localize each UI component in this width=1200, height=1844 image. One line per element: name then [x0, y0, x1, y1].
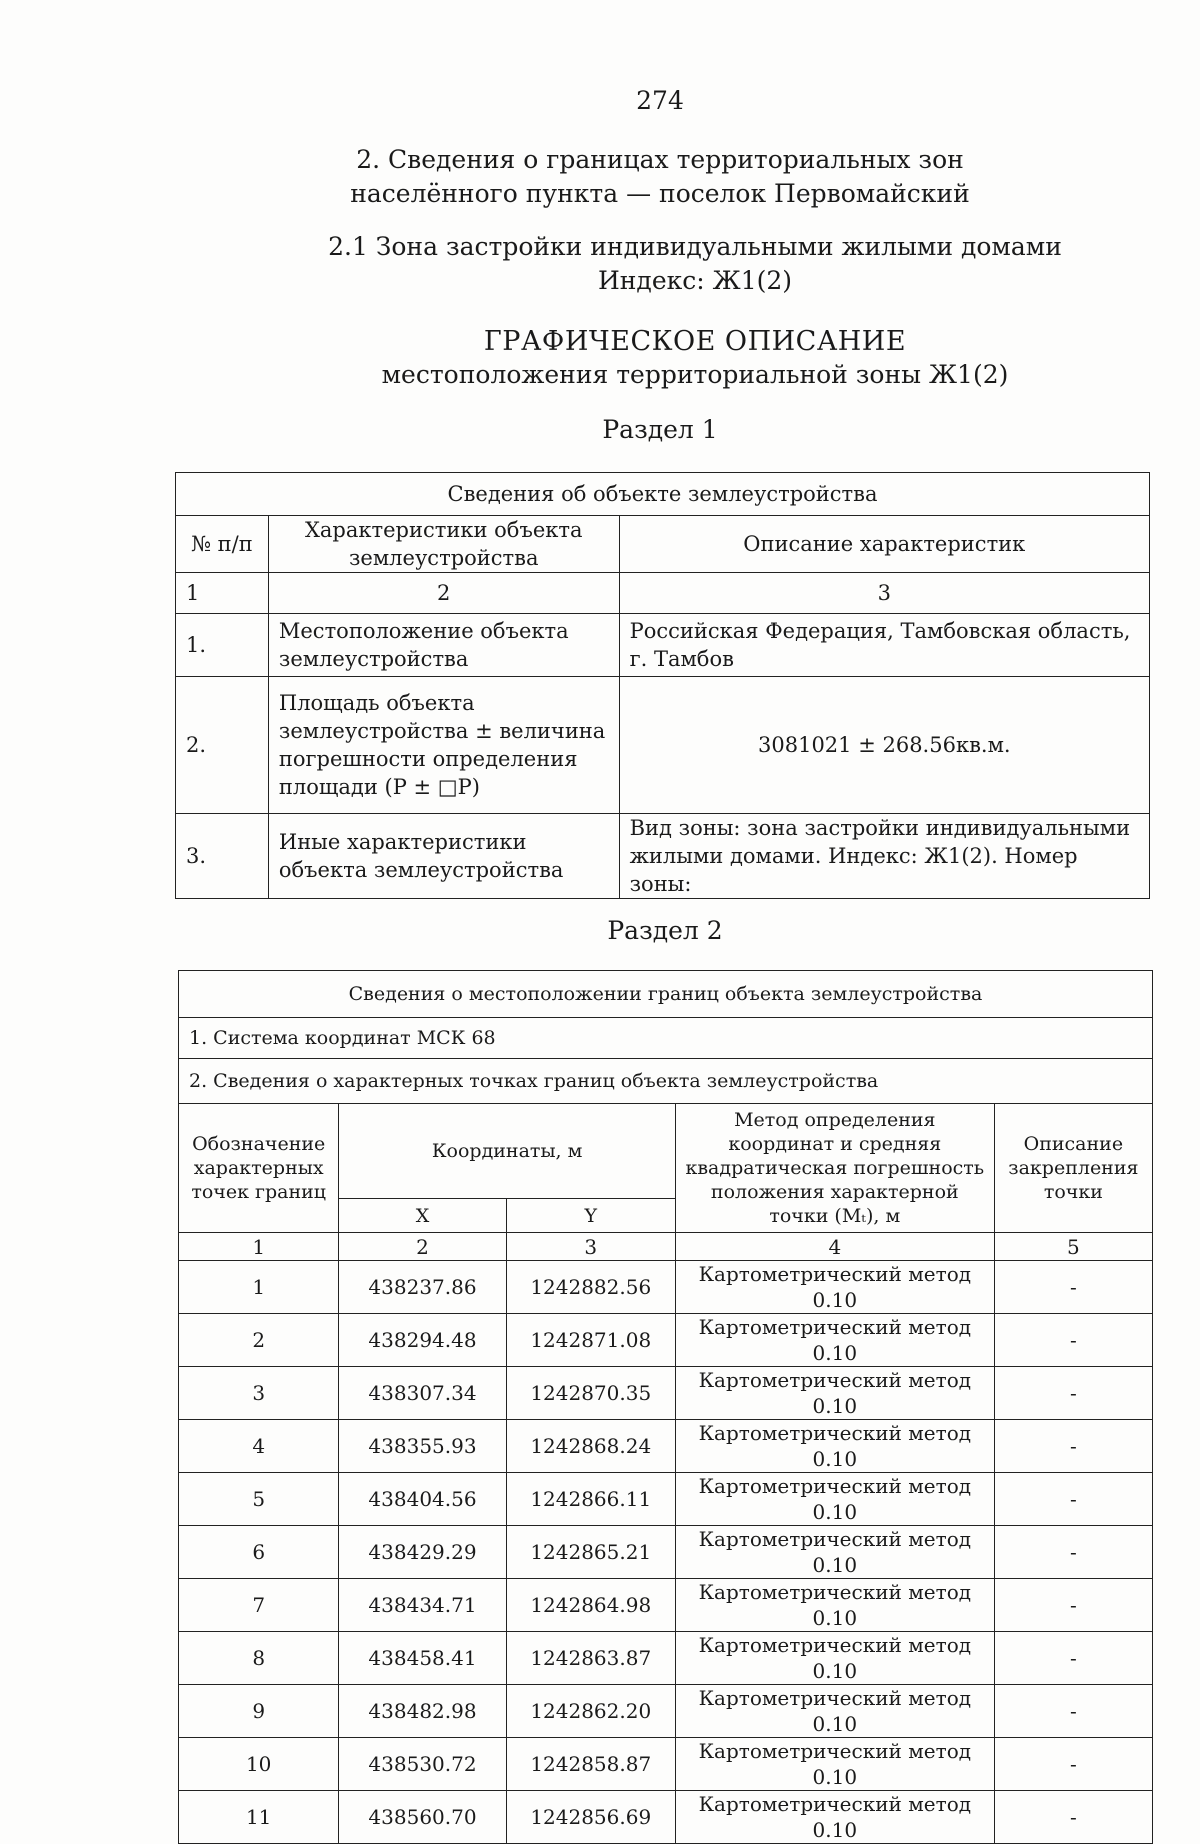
section-1-label: Раздел 1 — [602, 415, 718, 444]
table-row — [179, 1367, 1153, 1420]
header-description: Описание характеристик — [619, 516, 1149, 573]
point-x: 438482.98 — [339, 1685, 506, 1738]
point-y: 1242866.11 — [506, 1473, 675, 1526]
point-x: 438434.71 — [339, 1579, 506, 1632]
point-y: 1242864.98 — [506, 1579, 675, 1632]
table-row — [179, 1420, 1153, 1473]
table-row — [179, 1526, 1153, 1579]
boundary-points-table — [178, 970, 1153, 1844]
point-y: 1242868.24 — [506, 1420, 675, 1473]
boundary-caption: Сведения о местоположении границ объекта землеустройства — [179, 971, 1153, 1018]
col-index-1: 1 — [176, 573, 269, 614]
point-method: Картометрический метод 0.10 — [675, 1526, 994, 1579]
point-id: 1 — [179, 1261, 339, 1314]
point-id: 4 — [179, 1420, 339, 1473]
header-y: Y — [506, 1199, 675, 1233]
table-row — [179, 1791, 1153, 1844]
table-row — [176, 814, 1150, 899]
point-id: 6 — [179, 1526, 339, 1579]
point-y: 1242863.87 — [506, 1632, 675, 1685]
row-num: 1. — [176, 614, 269, 677]
point-fixing: - — [994, 1632, 1152, 1685]
header-fixing: Описание закрепления точки — [994, 1104, 1152, 1233]
col-index-2: 2 — [268, 573, 619, 614]
point-method: Картометрический метод 0.10 — [675, 1791, 994, 1844]
point-x: 438355.93 — [339, 1420, 506, 1473]
point-id: 9 — [179, 1685, 339, 1738]
point-y: 1242882.56 — [506, 1261, 675, 1314]
table-row — [179, 1738, 1153, 1791]
section-2-label: Раздел 2 — [607, 916, 723, 945]
point-method: Картометрический метод 0.10 — [675, 1420, 994, 1473]
heading-line-2: населённого пункта — поселок Первомайский — [350, 179, 970, 208]
table-row — [176, 614, 1150, 677]
col-index-3: 3 — [619, 573, 1149, 614]
point-y: 1242865.21 — [506, 1526, 675, 1579]
point-fixing: - — [994, 1473, 1152, 1526]
point-method: Картометрический метод 0.10 — [675, 1367, 994, 1420]
subheading-line-2: Индекс: Ж1(2) — [597, 266, 793, 295]
point-id: 10 — [179, 1738, 339, 1791]
point-fixing: - — [994, 1420, 1152, 1473]
col-index-2: 2 — [339, 1233, 506, 1261]
point-x: 438429.29 — [339, 1526, 506, 1579]
page-number: 274 — [636, 86, 684, 115]
point-x: 438560.70 — [339, 1791, 506, 1844]
subheading-line-1: 2.1 Зона застройки индивидуальными жилыми домами — [328, 232, 1062, 261]
point-method: Картометрический метод 0.10 — [675, 1685, 994, 1738]
row-name: Иные характеристики объекта землеустройства — [268, 814, 619, 899]
heading-line-1: 2. Сведения о границах территориальных зон — [356, 145, 964, 174]
point-id: 8 — [179, 1632, 339, 1685]
row-name: Местоположение объекта землеустройства — [268, 614, 619, 677]
document-subtitle: местоположения территориальной зоны Ж1(2) — [381, 360, 1009, 389]
col-index-5: 5 — [994, 1233, 1152, 1261]
point-id: 5 — [179, 1473, 339, 1526]
header-method: Метод определения координат и средняя квадратическая погрешность положения характерной точки (Mₜ), м — [675, 1104, 994, 1233]
table-row — [179, 1685, 1153, 1738]
table-row — [176, 677, 1150, 814]
table-row — [179, 1632, 1153, 1685]
point-x: 438530.72 — [339, 1738, 506, 1791]
point-x: 438307.34 — [339, 1367, 506, 1420]
point-x: 438237.86 — [339, 1261, 506, 1314]
row-num: 3. — [176, 814, 269, 899]
header-coordinates: Координаты, м — [339, 1104, 676, 1199]
table-row — [179, 1473, 1153, 1526]
header-characteristics: Характеристики объекта землеустройства — [268, 516, 619, 573]
point-method: Картометрический метод 0.10 — [675, 1314, 994, 1367]
col-index-1: 1 — [179, 1233, 339, 1261]
point-y: 1242858.87 — [506, 1738, 675, 1791]
point-method: Картометрический метод 0.10 — [675, 1473, 994, 1526]
col-index-4: 4 — [675, 1233, 994, 1261]
row-name: Площадь объекта землеустройства ± величина погрешности определения площади (Р ± □Р) — [268, 677, 619, 814]
point-y: 1242862.20 — [506, 1685, 675, 1738]
point-fixing: - — [994, 1526, 1152, 1579]
point-method: Картометрический метод 0.10 — [675, 1632, 994, 1685]
coordinate-system: 1. Система координат МСК 68 — [179, 1018, 1153, 1059]
point-method: Картометрический метод 0.10 — [675, 1261, 994, 1314]
section-heading — [0, 143, 1200, 211]
point-id: 3 — [179, 1367, 339, 1420]
header-x: X — [339, 1199, 506, 1233]
object-info-caption: Сведения об объекте землеустройства — [176, 473, 1150, 516]
point-y: 1242856.69 — [506, 1791, 675, 1844]
point-x: 438458.41 — [339, 1632, 506, 1685]
point-method: Картометрический метод 0.10 — [675, 1579, 994, 1632]
point-method: Картометрический метод 0.10 — [675, 1738, 994, 1791]
table-row — [179, 1261, 1153, 1314]
point-fixing: - — [994, 1685, 1152, 1738]
row-num: 2. — [176, 677, 269, 814]
points-info-caption: 2. Сведения о характерных точках границ объекта землеустройства — [179, 1059, 1153, 1104]
point-fixing: - — [994, 1314, 1152, 1367]
header-point: Обозначение характерных точек границ — [179, 1104, 339, 1233]
row-desc: 3081021 ± 268.56кв.м. — [619, 677, 1149, 814]
point-x: 438404.56 — [339, 1473, 506, 1526]
object-info-table — [175, 472, 1150, 899]
point-y: 1242871.08 — [506, 1314, 675, 1367]
point-id: 11 — [179, 1791, 339, 1844]
row-desc: Вид зоны: зона застройки индивидуальными жилыми домами. Индекс: Ж1(2). Номер зоны: — [619, 814, 1149, 899]
table-row — [179, 1579, 1153, 1632]
point-fixing: - — [994, 1261, 1152, 1314]
point-y: 1242870.35 — [506, 1367, 675, 1420]
row-desc: Российская Федерация, Тамбовская область, г. Тамбов — [619, 614, 1149, 677]
table-row — [179, 1314, 1153, 1367]
zone-subheading — [0, 230, 1200, 298]
point-fixing: - — [994, 1791, 1152, 1844]
point-fixing: - — [994, 1579, 1152, 1632]
point-fixing: - — [994, 1367, 1152, 1420]
col-index-3: 3 — [506, 1233, 675, 1261]
point-id: 2 — [179, 1314, 339, 1367]
header-num: № п/п — [176, 516, 269, 573]
document-title: ГРАФИЧЕСКОЕ ОПИСАНИЕ — [483, 326, 907, 357]
point-fixing: - — [994, 1738, 1152, 1791]
point-id: 7 — [179, 1579, 339, 1632]
point-x: 438294.48 — [339, 1314, 506, 1367]
